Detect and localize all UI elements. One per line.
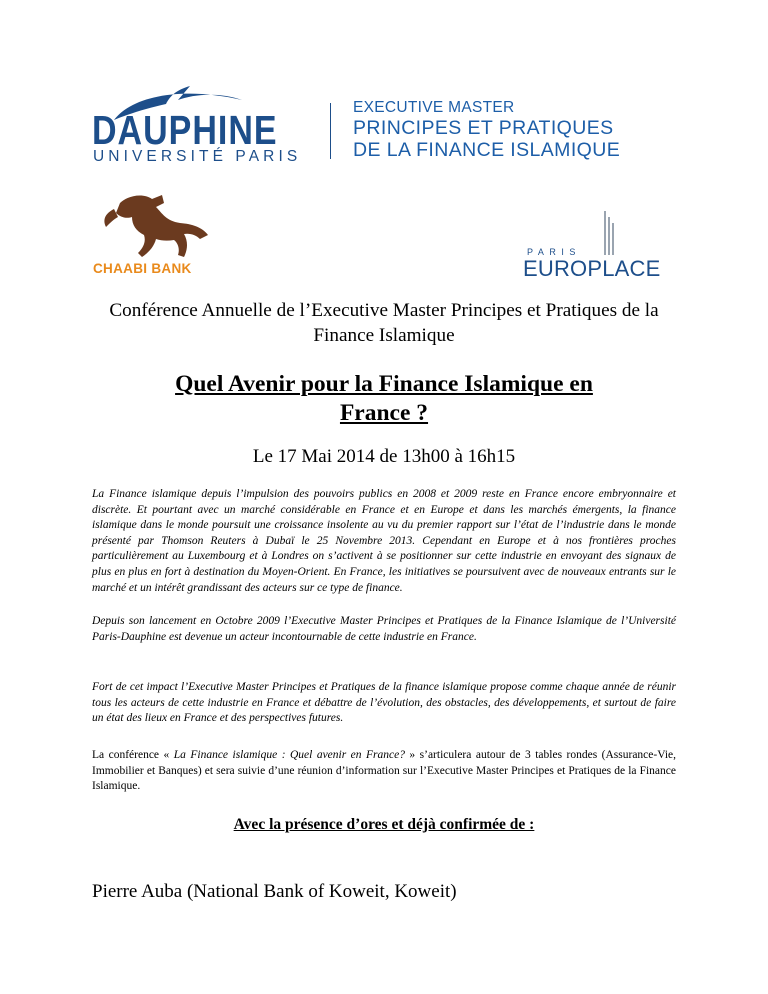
main-heading-line-1: Quel Avenir pour la Finance Islamique en [175, 371, 593, 397]
history-paragraph: Depuis son lancement en Octobre 2009 l’Executive Master Principes et Pratiques de la Finance Islamique de l’Université Paris-Dauphine est devenue un acteur incontournable de cette industrie en France. [92, 615, 676, 643]
logo-divider [330, 103, 331, 159]
program-prefix: La conférence « [92, 749, 174, 761]
intro-paragraph: La Finance islamique depuis l’impulsion des pouvoirs publics en 2008 et 2009 reste en France encore embryonnaire et discrète. Et pourtant avec un marché considérable en France et en Europe et dans les marchés émergents, la finance islamique dans le monde poursuit une croissance insolente au vu du premier rapport sur l’état de l’industrie dans le monde présenté par Thomson Reuters à Dubaï le 25 Novembre 2013. Cependant en Europe et à nos frontières proches particulièrement au Luxembourg et à Londres on s’activent à se positionner sur cette industrie en envoyant des signaux de plus en plus en fort à destination du Moyen-Orient. En France, les initiatives se poursuivent avec de nouveaux entrants sur le marché et un intérêt grandissant des acteurs sur ce type de finance. [92, 488, 676, 594]
europlace-paris-label: PARIS [527, 247, 581, 257]
master-line-1: EXECUTIVE MASTER [353, 99, 515, 116]
executive-master-title [353, 99, 620, 161]
program-paragraph [92, 748, 676, 795]
speaker-item: Pierre Auba (National Bank of Koweit, Koweit) [92, 881, 457, 902]
speakers-heading: Avec la présence d’ores et déjà confirmée de : [233, 816, 535, 833]
program-suffix: » s’articulera autour de 3 tables rondes (Assurance-Vie, Immobilier et Banques) et sera suivie d’une réunion d’information sur l’Executive Master Principes et Pratiques de la Finance Islamique. [92, 749, 677, 793]
dauphine-subtitle: UNIVERSITÉ PARIS [93, 148, 302, 165]
main-heading-line-2: France ? [339, 400, 429, 426]
main-heading [80, 370, 688, 428]
event-date: Le 17 Mai 2014 de 13h00 à 16h15 [252, 446, 516, 467]
conference-title: Conférence Annuelle de l’Executive Master Principes et Pratiques de la Finance Islamique [109, 300, 659, 346]
master-line-3: DE LA FINANCE ISLAMIQUE [353, 139, 621, 161]
europlace-wordmark: EUROPLACE [523, 256, 661, 281]
purpose-paragraph: Fort de cet impact l’Executive Master Principes et Pratiques de la finance islamique propose comme chaque année de réunir tous les acteurs de cette industrie en France et débattre de l’évolution, des obstacles, des développements, et surtout de faire un état des lieux en France et des perspectives futures. [92, 681, 676, 725]
master-line-2: PRINCIPES ET PRATIQUES [353, 117, 614, 139]
program-conference-name: La Finance islamique : Quel avenir en France? [173, 749, 405, 761]
dauphine-wordmark: DAUPHINE [92, 108, 278, 154]
chaabi-bank-wordmark: CHAABI BANK [93, 261, 192, 276]
